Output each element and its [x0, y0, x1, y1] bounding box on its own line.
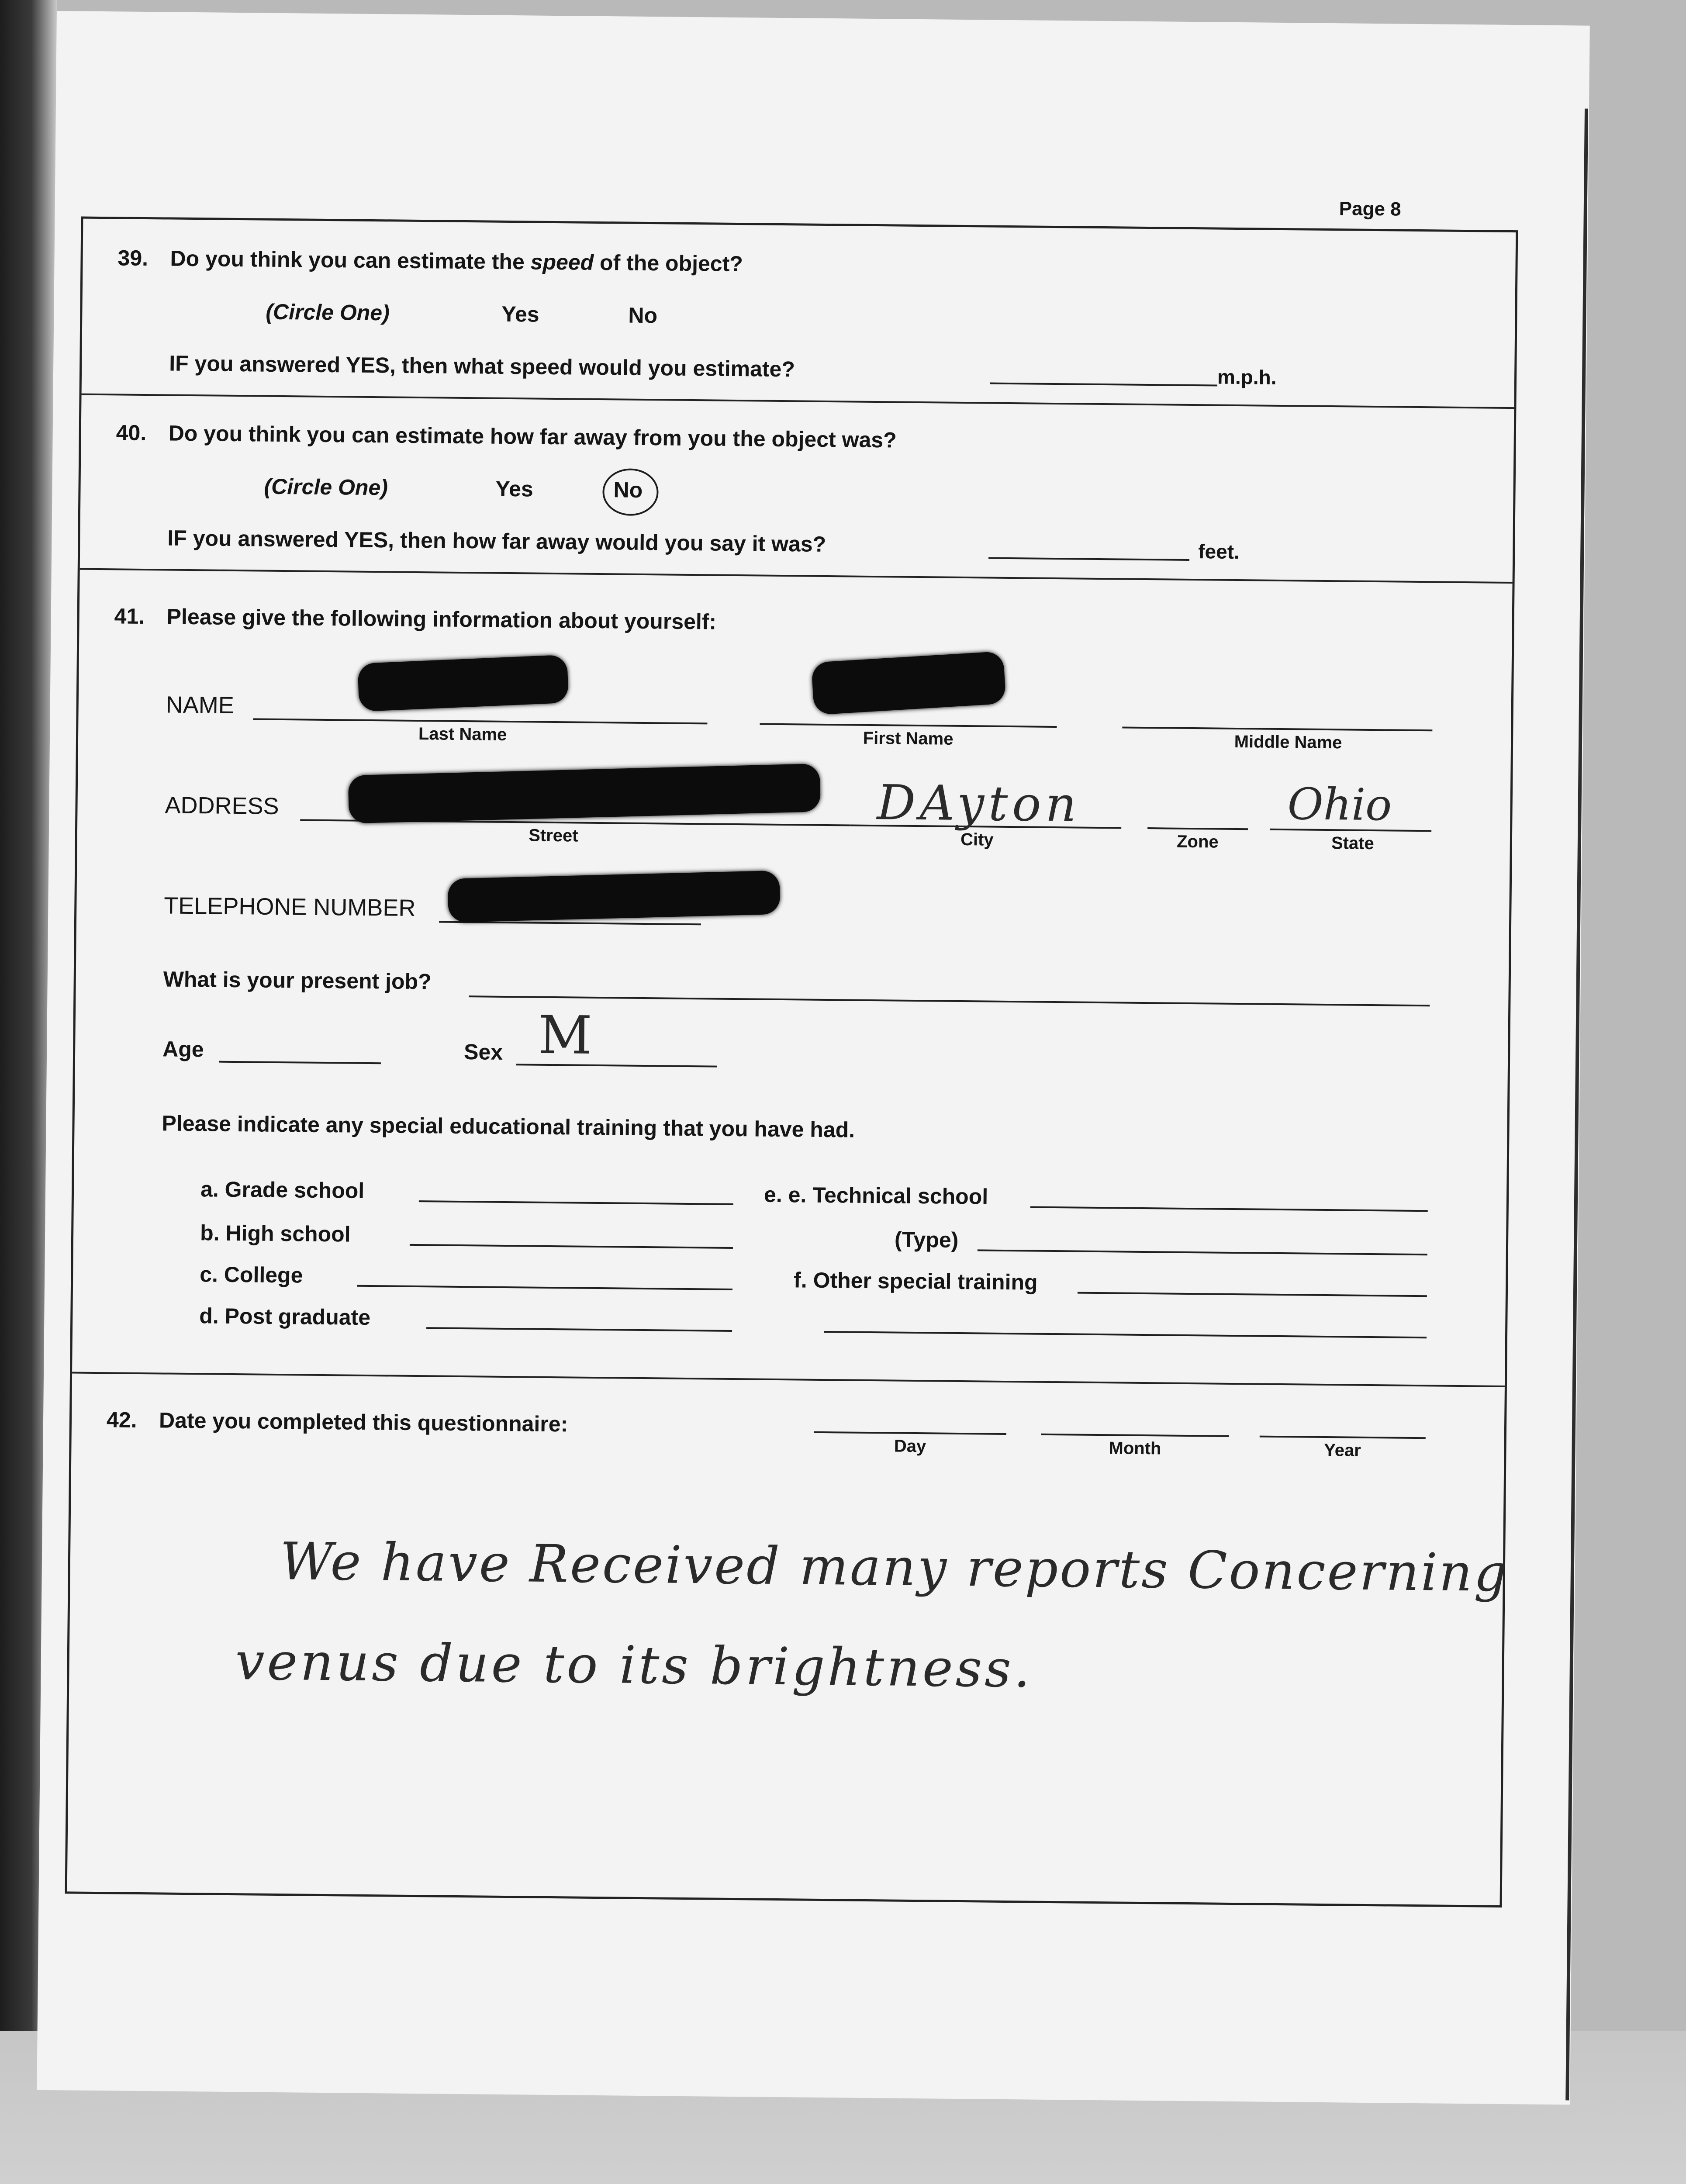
college-line[interactable] — [357, 1285, 732, 1290]
section-divider-40-41 — [80, 568, 1513, 584]
middle-name-caption: Middle Name — [1234, 732, 1342, 753]
question-40-number: 40. — [116, 420, 147, 446]
question-40-text: Do you think you can estimate how far away from you the object was? — [168, 421, 897, 453]
job-label: What is your present job? — [163, 967, 432, 994]
month-caption: Month — [1109, 1438, 1161, 1458]
redacted-telephone — [447, 871, 780, 923]
post-graduate-line[interactable] — [426, 1327, 732, 1332]
day-caption: Day — [894, 1436, 926, 1456]
section-divider-41-42 — [72, 1372, 1505, 1387]
distance-unit: feet. — [1198, 540, 1240, 563]
other-training-line-2[interactable] — [824, 1331, 1427, 1338]
education-college-label: c. College — [199, 1262, 303, 1288]
address-label: ADDRESS — [165, 792, 279, 819]
education-other-training-label: f. Other special training — [793, 1268, 1038, 1295]
question-40-option-no[interactable]: No — [613, 477, 643, 502]
question-39-number: 39. — [117, 245, 149, 271]
education-type-label: (Type) — [894, 1227, 959, 1252]
page-edge-shadow — [1565, 109, 1588, 2101]
question-39-followup: IF you answered YES, then what speed would you estimate? — [169, 351, 795, 382]
city-caption: City — [960, 829, 994, 850]
age-label: Age — [162, 1037, 204, 1062]
age-line[interactable] — [219, 1061, 381, 1064]
speed-unit: m.p.h. — [1217, 365, 1277, 389]
questionnaire-form — [65, 217, 1518, 1908]
middle-name-line[interactable] — [1122, 726, 1432, 731]
question-39-text — [170, 246, 743, 277]
year-line[interactable] — [1260, 1436, 1426, 1439]
month-line[interactable] — [1041, 1434, 1229, 1437]
day-line[interactable] — [814, 1431, 1006, 1435]
question-39-option-yes[interactable]: Yes — [501, 301, 539, 327]
question-40-option-yes[interactable]: Yes — [495, 476, 534, 501]
question-39-text-start: Do you think you can estimate the — [170, 246, 531, 274]
technical-school-line[interactable] — [1030, 1206, 1428, 1212]
redacted-last-name — [357, 655, 569, 712]
question-42-prompt: Date you completed this questionnaire: — [159, 1408, 568, 1437]
street-caption: Street — [529, 826, 578, 846]
question-42-number: 42. — [106, 1407, 137, 1432]
zone-caption: Zone — [1176, 832, 1219, 852]
page-number: Page 8 — [1339, 198, 1401, 220]
question-39-text-end: of the object? — [593, 250, 743, 276]
name-label: NAME — [166, 691, 235, 719]
question-41-number: 41. — [114, 604, 145, 629]
section-divider-39-40 — [82, 394, 1514, 409]
sex-label: Sex — [463, 1040, 503, 1064]
education-prompt: Please indicate any special educational training that you have had. — [162, 1111, 855, 1142]
question-41-prompt: Please give the following information about yourself: — [166, 604, 717, 634]
education-technical-school-label: e. e. Technical school — [764, 1182, 988, 1209]
first-name-line[interactable] — [760, 723, 1057, 728]
technical-type-line[interactable] — [978, 1249, 1427, 1255]
first-name-caption: First Name — [863, 728, 954, 749]
job-line[interactable] — [469, 995, 1430, 1006]
education-post-graduate-label: d. Post graduate — [199, 1303, 371, 1330]
year-caption: Year — [1324, 1441, 1361, 1460]
other-training-line[interactable] — [1078, 1292, 1427, 1297]
redacted-street — [348, 764, 821, 823]
question-39-option-no[interactable]: No — [628, 303, 658, 328]
last-name-line[interactable] — [253, 718, 707, 724]
education-high-school-label: b. High school — [200, 1220, 351, 1247]
grade-school-line[interactable] — [419, 1200, 733, 1205]
question-39 — [83, 219, 1516, 389]
distance-answer-line[interactable] — [988, 557, 1189, 561]
last-name-caption: Last Name — [418, 724, 507, 744]
telephone-label: TELEPHONE NUMBER — [164, 892, 416, 921]
speed-answer-line[interactable] — [990, 383, 1217, 387]
handwritten-note-line-1: We have Received many reports Concerning — [280, 1531, 1509, 1603]
education-grade-school-label: a. Grade school — [200, 1177, 365, 1203]
question-39-text-emphasis: speed — [530, 249, 594, 275]
question-40-followup: IF you answered YES, then how far away would you say it was? — [167, 525, 826, 556]
handwritten-note-line-2: venus due to its brightness. — [235, 1631, 1033, 1699]
state-handwritten: Ohio — [1287, 778, 1392, 831]
form-page — [37, 11, 1590, 2105]
question-39-circle-one: (Circle One) — [266, 299, 390, 325]
state-caption: State — [1331, 833, 1374, 854]
sex-handwritten: M — [538, 1005, 593, 1066]
redacted-first-name — [811, 651, 1006, 715]
zone-line[interactable] — [1147, 827, 1248, 830]
city-handwritten: DAyton — [877, 774, 1081, 833]
question-40-circle-one: (Circle One) — [264, 474, 388, 500]
high-school-line[interactable] — [410, 1244, 733, 1249]
